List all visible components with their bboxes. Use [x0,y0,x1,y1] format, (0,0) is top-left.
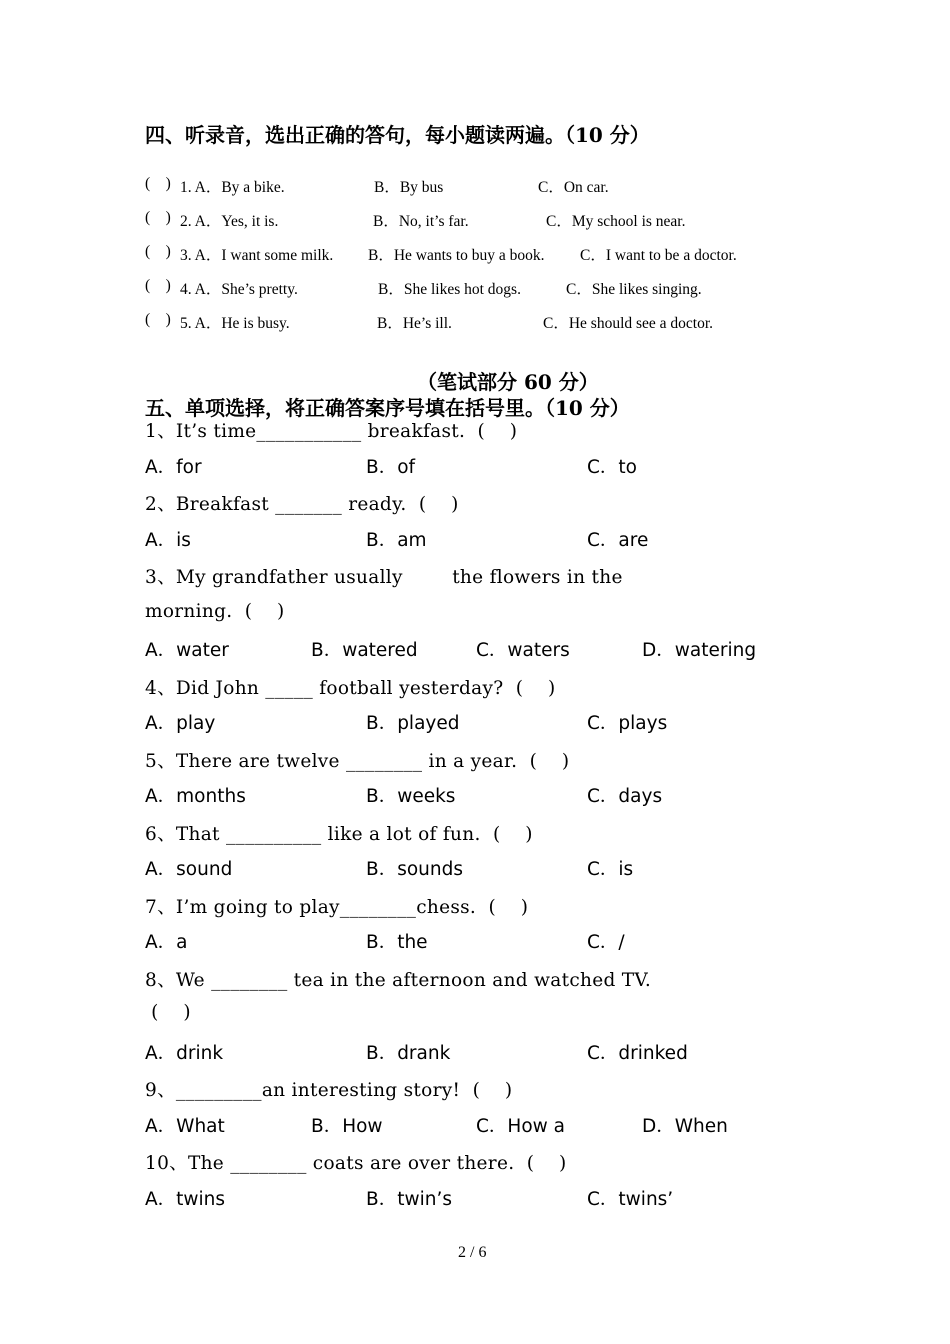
option-d: D．When [642,1116,728,1137]
listening-option-a: 3. A．I want some milk. [180,247,334,264]
question-8: 8、We ________ tea in the afternoon and watched TV. [145,970,652,991]
option-b: B．watered [311,640,418,661]
option-c: C．waters [476,640,570,661]
option-a: A．is [145,530,191,551]
option-b: B．am [366,530,427,551]
question-9: 9、_________an interesting story! ( ) [145,1080,513,1101]
section4-heading: 四、听录音，选出正确的答句，每小题读两遍。（10 分） [145,123,650,147]
option-c: C．How a [476,1116,565,1137]
written-part-title: （笔试部分 60 分） [417,370,599,394]
listening-option-a: 5. A．He is busy. [180,315,290,332]
listening-option-b: B．He’s ill. [377,315,452,332]
option-b: B．of [366,457,416,478]
listening-paren[interactable]: ( ) [145,277,171,294]
question-5: 5、There are twelve ________ in a year. ( ) [145,751,570,772]
option-d: D．watering [642,640,757,661]
section5-heading: 五、单项选择，将正确答案序号填在括号里。（10 分） [145,396,630,420]
listening-paren[interactable]: ( ) [145,209,171,226]
option-b: B．drank [366,1043,451,1064]
question-6: 6、That __________ like a lot of fun. ( ) [145,824,533,845]
listening-option-b: B．He wants to buy a book. [368,247,545,264]
option-c: C．/ [587,932,625,953]
option-c: C．to [587,457,637,478]
option-b: B．played [366,713,460,734]
option-c: C．are [587,530,649,551]
option-a: A．play [145,713,216,734]
question-3-continued: morning. ( ) [145,601,285,622]
option-a: A．months [145,786,246,807]
question-8-continued: ( ) [145,1002,191,1023]
listening-paren[interactable]: ( ) [145,311,171,328]
listening-option-c: C．She likes singing. [566,281,702,298]
option-c: C．plays [587,713,668,734]
page-number: 2 / 6 [458,1244,487,1261]
listening-paren[interactable]: ( ) [145,243,171,260]
option-a: A．a [145,932,188,953]
question-1: 1、It’s time___________ breakfast. ( ) [145,421,518,442]
option-c: C．twins’ [587,1189,674,1210]
question-7: 7、I’m going to play________chess. ( ) [145,897,529,918]
option-c: C．is [587,859,634,880]
listening-option-b: B．By bus [374,179,444,196]
question-2: 2、Breakfast _______ ready. ( ) [145,494,459,515]
listening-option-a: 2. A．Yes, it is. [180,213,279,230]
option-c: C．days [587,786,663,807]
option-b: B．twin’s [366,1189,452,1210]
listening-option-a: 4. A．She’s pretty. [180,281,298,298]
option-a: A．for [145,457,202,478]
listening-option-a: 1. A．By a bike. [180,179,285,196]
option-a: A．water [145,640,229,661]
option-a: A．twins [145,1189,226,1210]
option-a: A．drink [145,1043,224,1064]
option-b: B．sounds [366,859,463,880]
listening-option-b: B．No, it’s far. [373,213,469,230]
listening-paren[interactable]: ( ) [145,175,171,192]
option-b: B．weeks [366,786,456,807]
question-4: 4、Did John _____ football yesterday? ( ) [145,678,556,699]
listening-option-c: C．On car. [538,179,609,196]
option-a: A．sound [145,859,233,880]
option-a: A．What [145,1116,225,1137]
listening-option-c: C．He should see a doctor. [543,315,714,332]
option-b: B．the [366,932,428,953]
question-3: 3、My grandfather usually the flowers in the [145,567,623,588]
listening-option-c: C．I want to be a doctor. [580,247,737,264]
listening-option-b: B．She likes hot dogs. [378,281,521,298]
option-c: C．drinked [587,1043,688,1064]
option-b: B．How [311,1116,383,1137]
listening-option-c: C．My school is near. [546,213,686,230]
question-10: 10、The ________ coats are over there. ( ) [145,1153,567,1174]
